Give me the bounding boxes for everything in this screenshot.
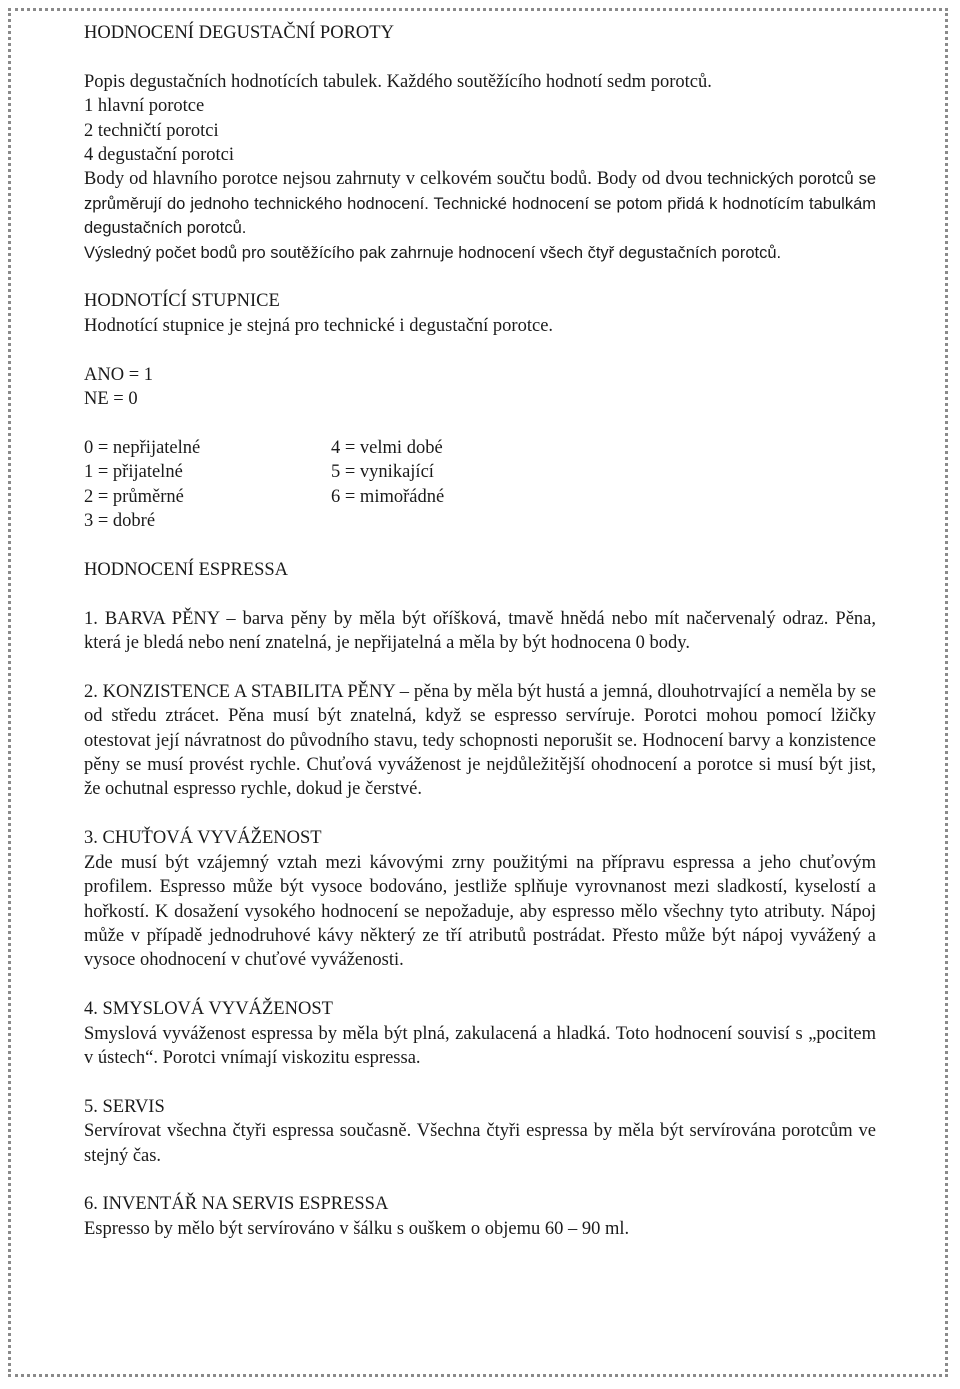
scale-row [84,509,876,533]
jury-paragraph [84,167,876,240]
section-text: – pěna by měla být hustá a jemná, dlouhotrvající a neměla by se od středu ztrácet. Pěna musí být znatelná, když se espresso servíruje. Porotci mohou pomocí lžičky otestovat její návratnost do původního stavu, tedy schopnosti neporušit se. Hodnocení barvy a konzistence pěny se musí provést rychle. Chuťová vyváženost je nejdůležitější ohodnocení a porotce si musí být jist, že ochutnal espresso rychle, dokud je čerstvé. [84,681,876,800]
section-text: Espresso by mělo být servírováno v šálku s ouškem o objemu 60 – 90 ml. [84,1218,630,1239]
jury-list-item: 4 degustační porotci [84,145,235,166]
document-title: HODNOCENÍ DEGUSTAČNÍ POROTY [84,23,394,43]
scale-item: 2 = průměrné [84,486,184,507]
scale-row [84,460,876,484]
scale-row [84,485,876,509]
scale-item: 5 = vynikající [331,462,434,483]
section-text: – barva pěny by měla být oříšková, tmavě hnědá nebo mít načervenalý odraz. Pěna, která je bledá nebo není znatelná, je nepřijatelná a měla by být hodnocena 0 body. [84,608,876,654]
section-heading: 1. BARVA PĚNY [84,608,220,629]
result-paragraph: Výsledný počet bodů pro soutěžícího pak zahrnuje hodnocení všech čtyř degustačních porotců. [84,243,782,262]
scale-heading: HODNOTÍCÍ STUPNICE [84,291,280,312]
section-heading: 5. SERVIS [84,1096,165,1117]
section-heading: 3. CHUŤOVÁ VYVÁŽENOST [84,828,322,849]
section-heading: 2. KONZISTENCE A STABILITA PĚNY [84,681,396,702]
jury-paragraph-sans: technických porotců se zprůměrují do jednoho technického hodnocení. Technické hodnocení se potom přidá k hodnotícím tabulkám degustačních porotců. [84,170,876,238]
section-text: Smyslová vyváženost espressa by měla být plná, zakulacená a hladká. Toto hodnocení souvisí s „pocitem v ústech“. Porotci vnímají viskozitu espressa. [84,1023,876,1068]
scale-item: 1 = přijatelné [84,462,183,483]
scale-item: 3 = dobré [84,511,156,532]
section-text: Zde musí být vzájemný vztah mezi kávovými zrny použitými na přípravu espressa a jeho chuťovým profilem. Espresso může být vysoce bodováno, jestliže splňuje vyrovnanost mezi sladkostí, kyselostí a hořkostí. K dosažení vysokého hodnocení se nepožaduje, aby espresso mělo všechny tyto atributy. Nápoj může v případě jednodruhové kávy některý ze tří atributů postrádat. Přesto může být nápoj vyvážený a vysoce ohodnocení v chuťové vyváženosti. [84,852,876,971]
section-crema-color [84,607,876,656]
jury-list-item: 1 hlavní porotce [84,96,205,117]
scale-item: 0 = nepřijatelné [84,437,201,458]
scale-text: Hodnotící stupnice je stejná pro technické i degustační porotce. [84,315,554,336]
section-heading: 4. SMYSLOVÁ VYVÁŽENOST [84,999,333,1020]
scale-item: 4 = velmi dobé [331,437,443,458]
no-value: NE = 0 [84,389,138,410]
scale-row [84,436,876,460]
espresso-heading: HODNOCENÍ ESPRESSA [84,559,289,580]
section-text: Servírovat všechna čtyři espressa současně. Všechna čtyři espressa by měla být servírována porotcům ve stejný čas. [84,1121,876,1166]
yes-value: ANO = 1 [84,364,154,385]
document-page [84,21,876,1241]
section-crema-consistency [84,680,876,802]
scale-item: 6 = mimořádné [331,486,445,507]
intro-text: Popis degustačních hodnotících tabulek. Každého soutěžícího hodnotí sedm porotců. [84,71,712,92]
jury-paragraph-serif: Body od hlavního porotce nejsou zahrnuty v celkovém součtu bodů. Body od dvou [84,169,708,190]
section-heading: 6. INVENTÁŘ NA SERVIS ESPRESSA [84,1194,389,1215]
jury-list-item: 2 techničtí porotci [84,120,219,141]
